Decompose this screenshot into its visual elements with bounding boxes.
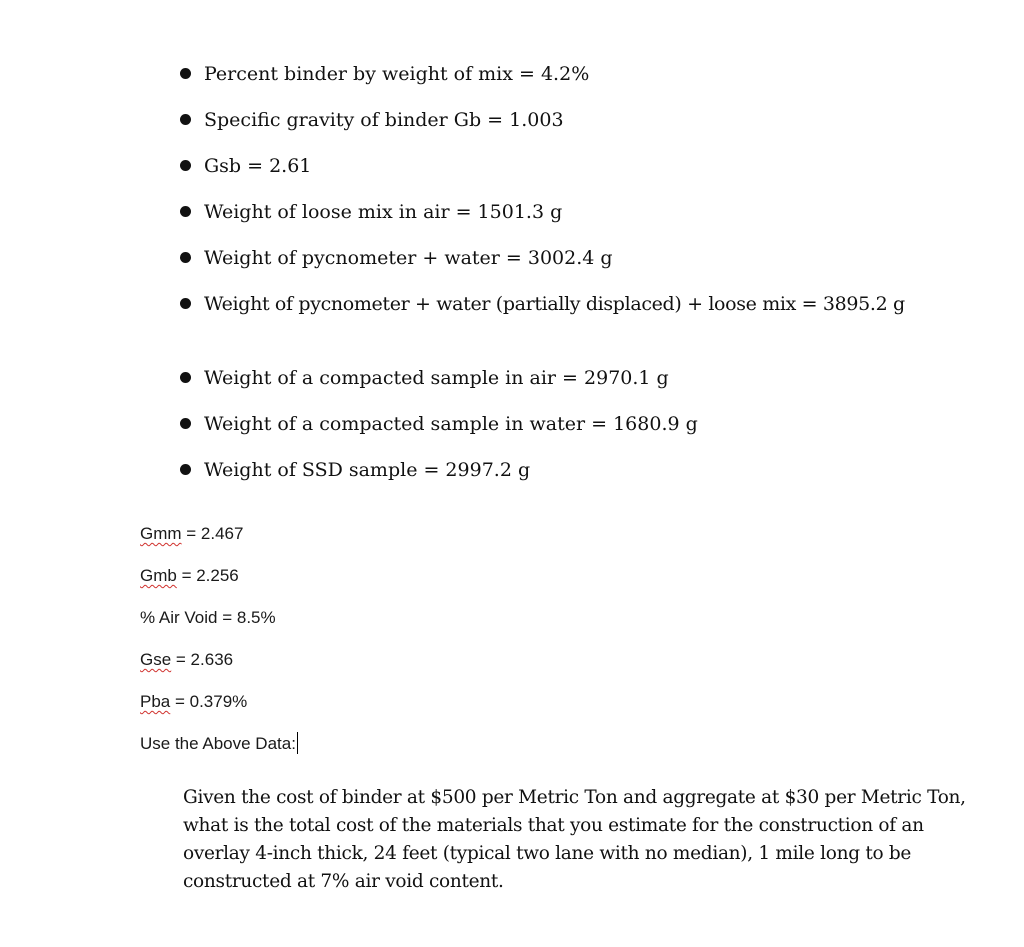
list-item [178, 356, 905, 402]
gse-value: = 2.636 [171, 650, 234, 669]
list-item [178, 236, 905, 282]
pba-value: = 0.379% [170, 692, 248, 711]
gmm-value: = 2.467 [181, 524, 244, 543]
text-cursor [297, 732, 298, 754]
gmm-result [140, 519, 298, 561]
list-item [178, 98, 905, 144]
bullet-icon [180, 372, 191, 383]
pba-label: Pba [140, 692, 171, 711]
gmb-label: Gmb [140, 566, 177, 585]
list-item [178, 52, 905, 98]
list-item-text: Weight of pycnometer + water = 3002.4 g [204, 247, 613, 269]
list-item-text: Weight of a compacted sample in air = 2970.1 g [204, 367, 669, 389]
list-item [178, 282, 905, 328]
gse-result [140, 645, 298, 687]
gse-label: Gse [140, 650, 172, 669]
gmb-value: = 2.256 [176, 566, 239, 585]
bullet-icon [180, 68, 191, 79]
gmb-result [140, 561, 298, 603]
instruction-text: Use the Above Data: [140, 734, 296, 753]
instruction-line[interactable] [140, 729, 298, 771]
bullet-icon [180, 160, 191, 171]
list-item-text: Gsb = 2.61 [204, 155, 312, 177]
list-item [178, 144, 905, 190]
list-item [178, 190, 905, 236]
bullet-icon [180, 114, 191, 125]
air-void-result: % Air Void = 8.5% [140, 608, 276, 627]
gmm-label: Gmm [140, 524, 182, 543]
list-item-text: Specific gravity of binder Gb = 1.003 [204, 109, 564, 131]
given-data-list [178, 52, 905, 494]
bullet-icon [180, 464, 191, 475]
bullet-icon [180, 206, 191, 217]
list-item-text: Weight of loose mix in air = 1501.3 g [204, 201, 563, 223]
list-item [178, 402, 905, 448]
computed-results [140, 519, 298, 771]
bullet-icon [180, 298, 191, 309]
list-item-text: Weight of pycnometer + water (partially displaced) + loose mix = 3895.2 g [204, 293, 905, 315]
bullet-icon [180, 418, 191, 429]
list-item-text: Weight of a compacted sample in water = 1680.9 g [204, 413, 698, 435]
problem-statement: Given the cost of binder at $500 per Metric Ton and aggregate at $30 per Metric Ton, what is the total cost of the materials that you estimate for the construction of an overlay 4-inch thick, 24 feet (typical two lane with no median), 1 mile long to be constructed at 7% air void content. [183, 787, 966, 892]
list-item-text: Percent binder by weight of mix = 4.2% [204, 63, 590, 85]
bullet-icon [180, 252, 191, 263]
pba-result [140, 687, 298, 729]
list-item [178, 448, 905, 494]
list-item-text: Weight of SSD sample = 2997.2 g [204, 459, 531, 481]
